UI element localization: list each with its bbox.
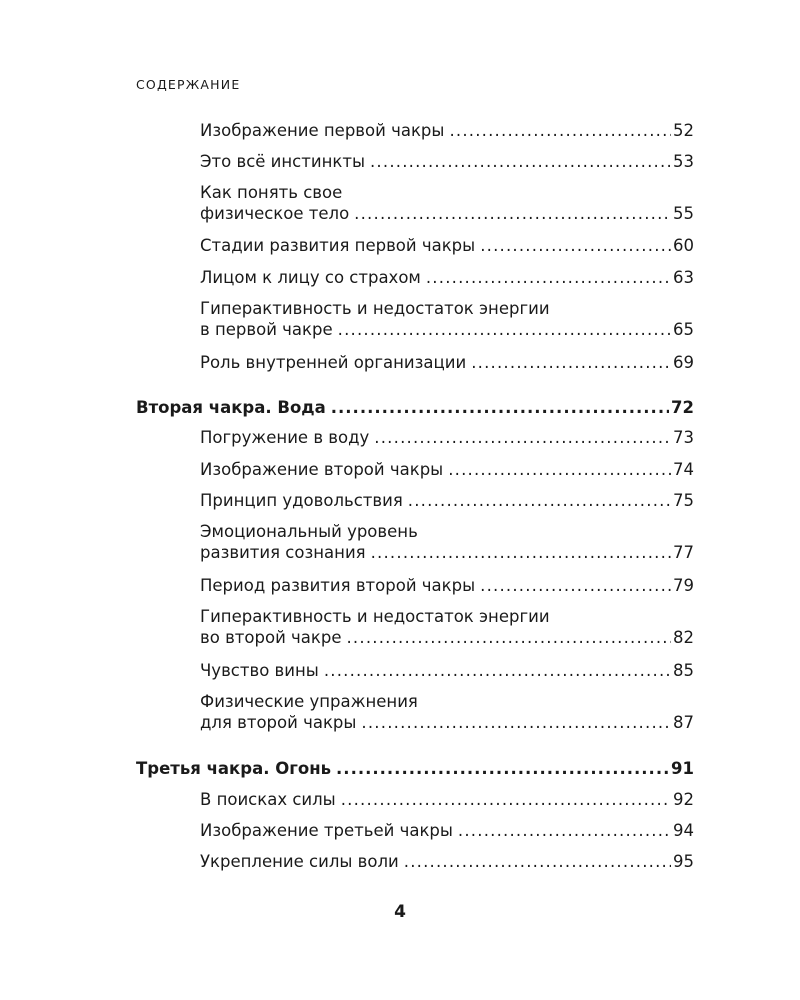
toc-entry-title: Это всё инстинкты bbox=[200, 152, 365, 171]
toc-entry-title: Погружение в воду bbox=[200, 428, 370, 447]
toc-entry-page: 73 bbox=[673, 428, 694, 447]
toc-entry bbox=[200, 606, 694, 648]
toc-chapter-title: Третья чакра. Огонь bbox=[136, 759, 332, 778]
toc-entry-title: Роль внутренней организации bbox=[200, 353, 467, 372]
toc-entry bbox=[200, 182, 694, 224]
dot-leader bbox=[404, 851, 671, 872]
toc-entry-page: 75 bbox=[673, 491, 694, 510]
dot-leader bbox=[338, 319, 671, 340]
dot-leader bbox=[448, 459, 671, 480]
toc-entry bbox=[200, 298, 694, 340]
toc-entry-title: Принцип удовольствия bbox=[200, 491, 403, 510]
dot-leader bbox=[371, 542, 671, 563]
dot-leader bbox=[426, 267, 671, 288]
toc-entry-page: 77 bbox=[673, 543, 694, 562]
toc-entry-title: физическое тело bbox=[200, 204, 350, 223]
dot-leader bbox=[370, 151, 671, 172]
toc-entry bbox=[200, 120, 694, 141]
toc-entry-page: 94 bbox=[673, 821, 694, 840]
toc-entry-title: во второй чакре bbox=[200, 628, 342, 647]
toc-entry-title: Чувство вины bbox=[200, 661, 319, 680]
toc-entry-title-line1: Гиперактивность и недостаток энергии bbox=[200, 299, 550, 318]
dot-leader bbox=[361, 712, 671, 733]
dot-leader bbox=[480, 235, 671, 256]
running-head: СОДЕРЖАНИЕ bbox=[136, 77, 241, 92]
toc-entry-page: 65 bbox=[673, 320, 694, 339]
dot-leader bbox=[449, 120, 671, 141]
dot-leader bbox=[471, 352, 671, 373]
toc-entry bbox=[200, 459, 694, 480]
toc-chapter bbox=[136, 758, 694, 779]
toc-entry bbox=[200, 521, 694, 563]
toc-entry-page: 95 bbox=[673, 852, 694, 871]
toc-entry bbox=[200, 427, 694, 448]
dot-leader bbox=[336, 758, 669, 779]
toc-entry-page: 82 bbox=[673, 628, 694, 647]
toc-entry-page: 63 bbox=[673, 268, 694, 287]
toc-entry bbox=[200, 490, 694, 511]
toc-entry-page: 92 bbox=[673, 790, 694, 809]
toc-entry-title: для второй чакры bbox=[200, 713, 357, 732]
toc-entry-page: 85 bbox=[673, 661, 694, 680]
toc-entry-page: 55 bbox=[673, 204, 694, 223]
dot-leader bbox=[341, 789, 671, 810]
toc-entry bbox=[200, 660, 694, 681]
toc-entry-page: 69 bbox=[673, 353, 694, 372]
toc-entry-title: Стадии развития первой чакры bbox=[200, 236, 476, 255]
dot-leader bbox=[480, 575, 671, 596]
dot-leader bbox=[346, 627, 671, 648]
toc-entry-page: 79 bbox=[673, 576, 694, 595]
toc-chapter-title: Вторая чакра. Вода bbox=[136, 398, 326, 417]
toc-entry bbox=[200, 789, 694, 810]
toc-entry bbox=[200, 575, 694, 596]
dot-leader bbox=[408, 490, 671, 511]
toc-entry-page: 60 bbox=[673, 236, 694, 255]
toc-entry-page: 74 bbox=[673, 460, 694, 479]
dot-leader bbox=[324, 660, 671, 681]
toc-entry-page: 53 bbox=[673, 152, 694, 171]
toc-entry-title: Укрепление силы воли bbox=[200, 852, 399, 871]
toc-entry bbox=[200, 352, 694, 373]
dot-leader bbox=[374, 427, 671, 448]
toc-entry bbox=[200, 235, 694, 256]
toc-entry bbox=[200, 151, 694, 172]
toc-entry-title-line1: Гиперактивность и недостаток энергии bbox=[200, 607, 550, 626]
toc-chapter bbox=[136, 397, 694, 418]
toc-entry-title-line1: Эмоциональный уровень bbox=[200, 522, 418, 541]
dot-leader bbox=[458, 820, 671, 841]
toc-entry bbox=[200, 267, 694, 288]
page-number: 4 bbox=[394, 902, 406, 922]
toc-entry bbox=[200, 820, 694, 841]
toc-entry-title-line1: Как понять свое bbox=[200, 183, 343, 202]
toc-entry-page: 87 bbox=[673, 713, 694, 732]
toc-entry-title: развития сознания bbox=[200, 543, 366, 562]
toc-entry bbox=[200, 851, 694, 872]
toc-entry-title: Изображение третьей чакры bbox=[200, 821, 453, 840]
toc-entry-title: Период развития второй чакры bbox=[200, 576, 476, 595]
dot-leader bbox=[331, 397, 669, 418]
dot-leader bbox=[354, 203, 671, 224]
toc-chapter-page: 91 bbox=[671, 759, 694, 778]
toc-entry bbox=[200, 691, 694, 733]
toc-entry-page: 52 bbox=[673, 121, 694, 140]
toc-entry-title: Изображение второй чакры bbox=[200, 460, 444, 479]
toc-entry-title-line1: Физические упражнения bbox=[200, 692, 418, 711]
toc-entry-title: Лицом к лицу со страхом bbox=[200, 268, 421, 287]
toc-entry-title: В поисках силы bbox=[200, 790, 336, 809]
toc-chapter-page: 72 bbox=[671, 398, 694, 417]
toc-entry-title: Изображение первой чакры bbox=[200, 121, 445, 140]
toc-entry-title: в первой чакре bbox=[200, 320, 333, 339]
